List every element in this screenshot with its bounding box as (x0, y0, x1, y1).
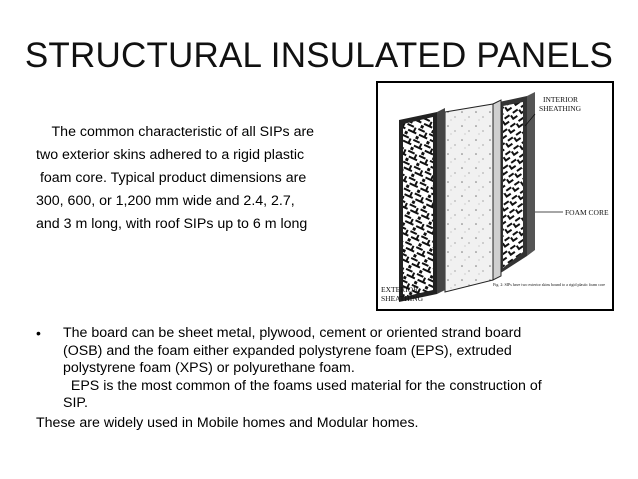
label-interior-2: SHEATHING (539, 104, 582, 113)
bullet-list (36, 325, 636, 432)
label-foam-core: FOAM CORE (565, 208, 609, 217)
bullet-line: SIP. (63, 395, 88, 411)
intro-line: The common characteristic of all SIPs are (36, 124, 315, 140)
intro-line: 300, 600, or 1,200 mm wide and 2.4, 2.7, (36, 193, 295, 209)
bullet-line: polystyrene foam (XPS) or polyurethane foam. (63, 360, 355, 376)
list-item (36, 325, 636, 413)
label-interior: INTERIOR (543, 95, 578, 104)
foam-core-panel (445, 100, 501, 292)
bullet-line: (OSB) and the foam either expanded polystyrene foam (EPS), extruded (63, 342, 512, 359)
label-exterior: EXTERIOR (381, 285, 419, 294)
bullet-text (63, 325, 542, 413)
slide-title: STRUCTURAL INSULATED PANELS (24, 36, 614, 75)
bullet-marker: • (36, 325, 41, 341)
intro-paragraph (36, 121, 346, 236)
closing-line: These are widely used in Mobile homes and Modular homes. (36, 414, 419, 431)
interior-sheathing-panel (499, 92, 535, 274)
bullet-line: EPS is the most common of the foams used material for the construction of (63, 377, 542, 394)
label-exterior-2: SHEATHING (381, 294, 424, 303)
intro-line: foam core. Typical product dimensions are (36, 170, 307, 186)
exterior-sheathing-panel (399, 108, 445, 302)
intro-line: and 3 m long, with roof SIPs up to 6 m long (36, 216, 308, 232)
bullet-line: The board can be sheet metal, plywood, cement or oriented strand board (63, 325, 522, 341)
sip-panel-illustration (375, 80, 615, 312)
figure-caption: Fig. 2: SIPs have two exterior skins bound to a rigid plastic foam core (493, 282, 605, 287)
intro-line: two exterior skins adhered to a rigid plastic (36, 147, 305, 163)
